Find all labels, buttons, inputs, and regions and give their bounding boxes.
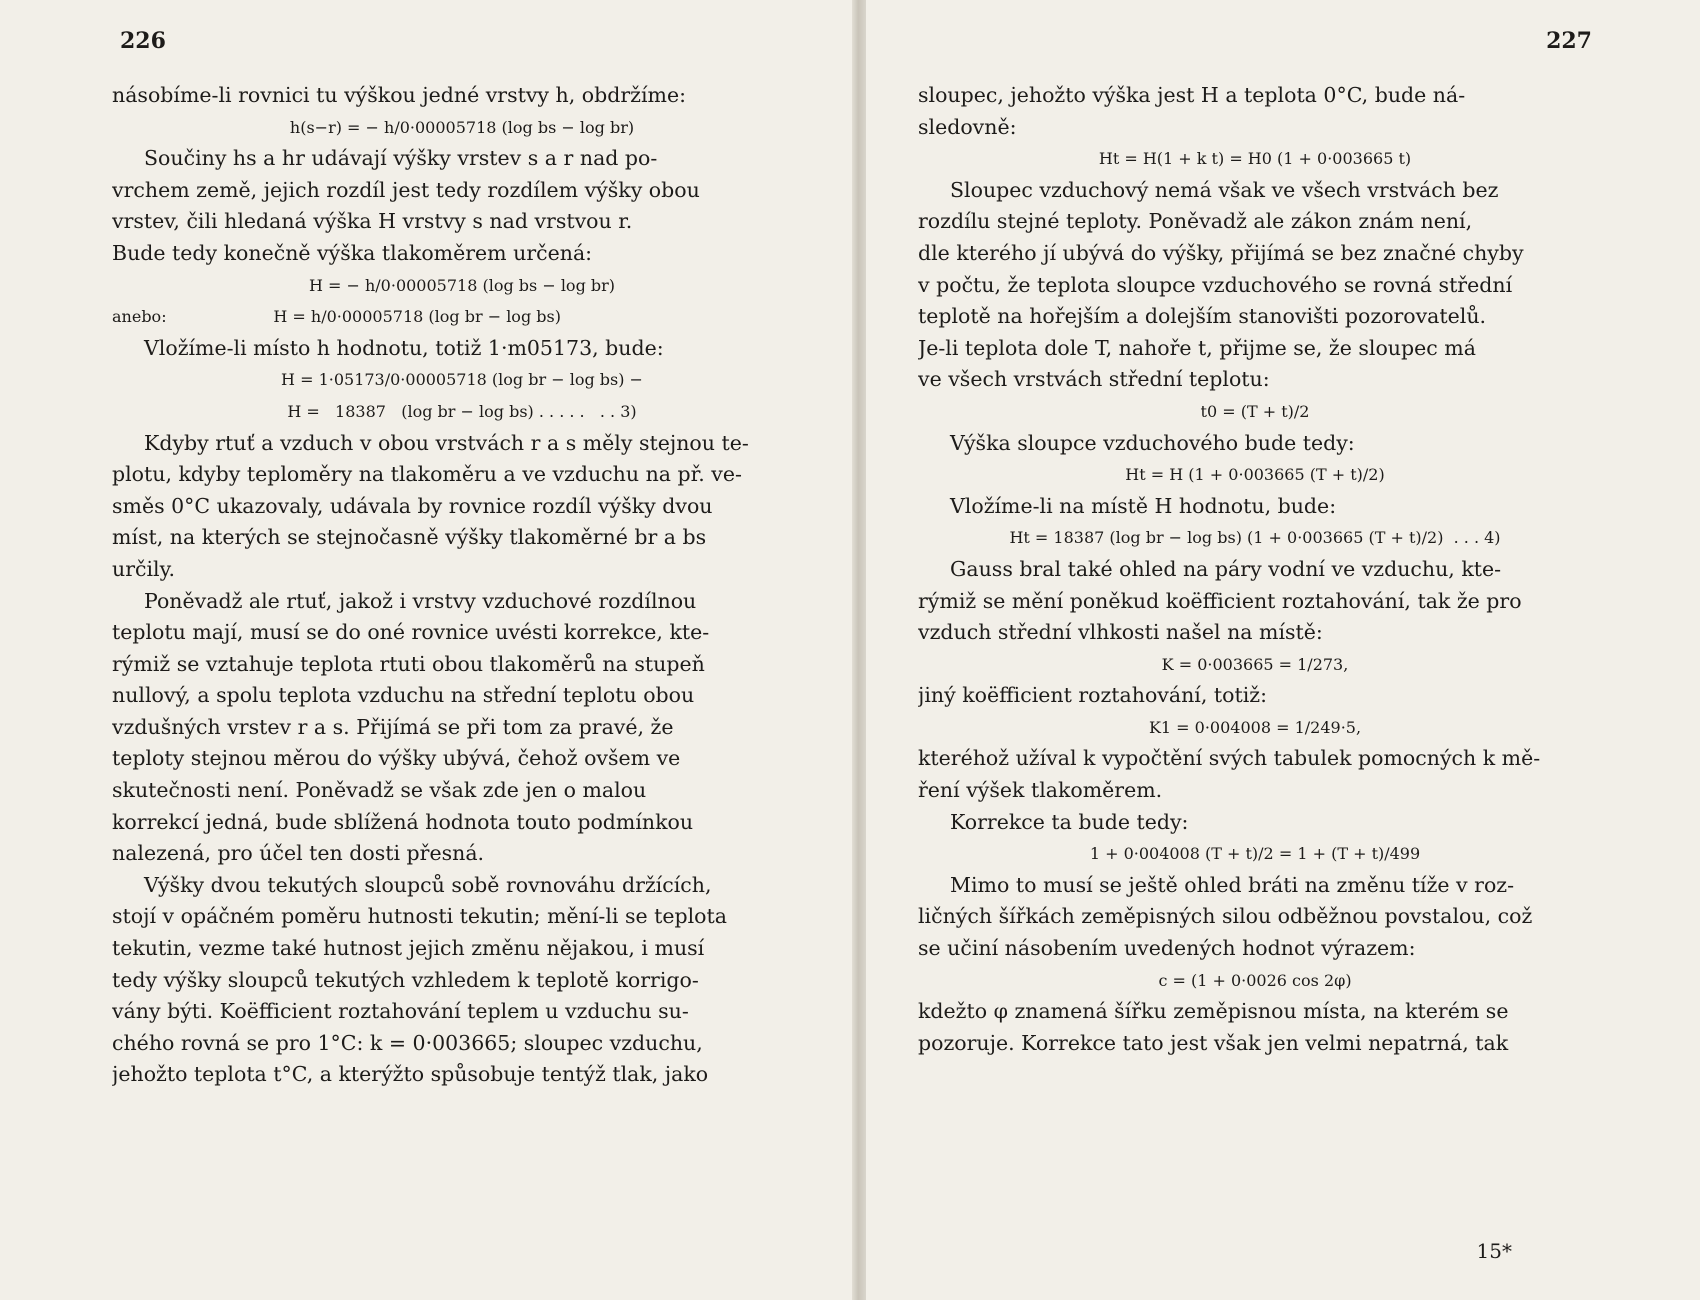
text-line: určily. (112, 556, 175, 581)
text-line: vrstev, čili hledaná výška H vrstvy s nad vrstvou r. (112, 209, 633, 234)
text-line: korrekcí jedná, bude sblížená hodnota touto podmínkou (112, 809, 694, 834)
equation-line: Ht = 18387 (log br − log bs) (1 + 0·003665 (T + t)/2) . . . 4) (1009, 528, 1501, 548)
left-page-text (112, 80, 812, 1091)
text-line: sloupec, jehožto výška jest H a teplota 0°C, bude ná- (918, 83, 1466, 107)
equation-line: Ht = H(1 + k t) = H0 (1 + 0·003665 t) (1098, 149, 1412, 169)
text-line: tedy výšky sloupců tekutých vzhledem k teplotě korrigo- (112, 967, 699, 992)
equation-line: K1 = 0·004008 = 1/249·5, (1148, 717, 1362, 737)
equation-line: c = (1 + 0·0026 cos 2φ) (1158, 970, 1352, 990)
text-line: jiný koëfficient roztahování, totiž: (918, 683, 1267, 708)
text-line: skutečnosti není. Poněvadž se však zde jen o malou (112, 778, 647, 803)
text-line: se učiní násobením uvedených hodnot výrazem: (918, 936, 1416, 961)
text-line: vány býti. Koëfficient roztahování teplem u vzduchu su- (112, 999, 689, 1024)
text-line: Mimo to musí se ještě ohled bráti na změnu tíže v roz- (950, 872, 1515, 897)
text-line: pozoruje. Korrekce tato jest však jen velmi nepatrná, tak (918, 1030, 1509, 1055)
equation-line: h(s−r) = − h/0·00005718 (log bs − log br) (289, 117, 635, 137)
text-line: rýmiž se vztahuje teplota rtuti obou tlakoměrů na stupeň (112, 651, 705, 676)
text-line: vrchem země, jejich rozdíl jest tedy rozdílem výšky obou (112, 177, 700, 202)
equation-line: 1 + 0·004008 (T + t)/2 = 1 + (T + t)/499 (1089, 844, 1421, 864)
page-number-right: 227 (1546, 28, 1592, 54)
text-line: vzduch střední vlhkosti našel na místě: (918, 620, 1323, 645)
text-line: násobíme-li rovnici tu výškou jedné vrstvy h, obdržíme: (112, 83, 686, 107)
text-line: nalezená, pro účel ten dosti přesná. (112, 841, 485, 866)
equation-line: t0 = (T + t)/2 (1200, 401, 1310, 421)
text-line: rýmiž se mění poněkud koëfficient roztahování, tak že pro (918, 588, 1522, 613)
text-line: dle kterého jí ubývá do výšky, přijímá se bez značné chyby (918, 240, 1524, 265)
equation-line: H = − h/0·00005718 (log bs − log br) (308, 275, 616, 295)
equation-line: anebo: H = h/0·00005718 (log br − log bs) (112, 307, 561, 327)
equation-line: K = 0·003665 = 1/273, (1161, 654, 1349, 674)
equation-line: H = 18387 (log br − log bs) . . . . . . . 3) (287, 401, 637, 421)
text-line: tekutin, vezme také hutnost jejich změnu nějakou, i musí (112, 936, 705, 961)
text-line: ve všech vrstvách střední teplotu: (918, 367, 1270, 392)
text-line: Gauss bral také ohled na páry vodní ve vzduchu, kte- (950, 556, 1502, 581)
signature-mark: 15* (1476, 1239, 1512, 1263)
text-line: směs 0°C ukazovaly, udávala by rovnice rozdíl výšky dvou (112, 493, 713, 518)
text-line: v počtu, že teplota sloupce vzduchového se rovná střední (918, 272, 1513, 297)
text-line: teploty stejnou měrou do výšky ubývá, čehož ovšem ve (112, 746, 681, 771)
text-line: míst, na kterých se stejnočasně výšky tlakoměrné br a bs (112, 525, 707, 550)
text-line: Výšky dvou tekutých sloupců sobě rovnováhu držících, (144, 872, 712, 897)
text-line: rozdílu stejné teploty. Poněvadž ale zákon znám není, (918, 209, 1473, 234)
page-number-left: 226 (120, 28, 166, 54)
text-line: stojí v opáčném poměru hutnosti tekutin; mění-li se teplota (112, 904, 727, 929)
text-line: Sloupec vzduchový nemá však ve všech vrstvách bez (950, 177, 1499, 202)
text-line: teplotě na hořejším a dolejším stanovišti pozorovatelů. (918, 304, 1487, 329)
text-line: ření výšek tlakoměrem. (918, 778, 1163, 803)
text-line: Korrekce ta bude tedy: (950, 809, 1189, 834)
text-line: Bude tedy konečně výška tlakoměrem určená: (112, 240, 593, 265)
text-line: kdežto φ znamená šířku zeměpisnou místa, na kterém se (918, 999, 1509, 1024)
text-line: Poněvadž ale rtuť, jakož i vrstvy vzduchové rozdílnou (144, 588, 697, 613)
text-line: teplotu mají, musí se do oné rovnice uvésti korrekce, kte- (112, 620, 710, 645)
text-line: Vložíme-li místo h hodnotu, totiž 1·m05173, bude: (144, 335, 664, 360)
text-line: ličných šířkách zeměpisných silou odběžnou povstalou, což (918, 904, 1533, 929)
text-line: jehožto teplota t°C, a kterýžto spůsobuje tentýž tlak, jako (112, 1062, 709, 1087)
text-line: Výška sloupce vzduchového bude tedy: (950, 430, 1355, 455)
text-line: plotu, kdyby teploměry na tlakoměru a ve vzduchu na př. ve- (112, 462, 742, 487)
equation-line: Ht = H (1 + 0·003665 (T + t)/2) (1125, 465, 1385, 485)
book-gutter (852, 0, 866, 1300)
equation-line: H = 1·05173/0·00005718 (log br − log bs) − (281, 370, 643, 390)
text-line: vzdušných vrstev r a s. Přijímá se při tom za pravé, že (112, 714, 674, 739)
right-page-text (918, 80, 1592, 1059)
text-line: Kdyby rtuť a vzduch v obou vrstvách r a s měly stejnou te- (144, 430, 749, 455)
text-line: Vložíme-li na místě H hodnotu, bude: (950, 493, 1337, 518)
text-line: Je-li teplota dole T, nahoře t, přijme se, že sloupec má (918, 335, 1476, 360)
text-line: nullový, a spolu teplota vzduchu na střední teplotu obou (112, 683, 695, 708)
text-line: Součiny hs a hr udávají výšky vrstev s a r nad po- (144, 146, 658, 171)
text-line: kteréhož užíval k vypočtění svých tabulek pomocných k mě- (918, 746, 1541, 771)
text-line: chého rovná se pro 1°C: k = 0·003665; sloupec vzduchu, (112, 1030, 703, 1055)
text-line: sledovně: (918, 114, 1017, 139)
